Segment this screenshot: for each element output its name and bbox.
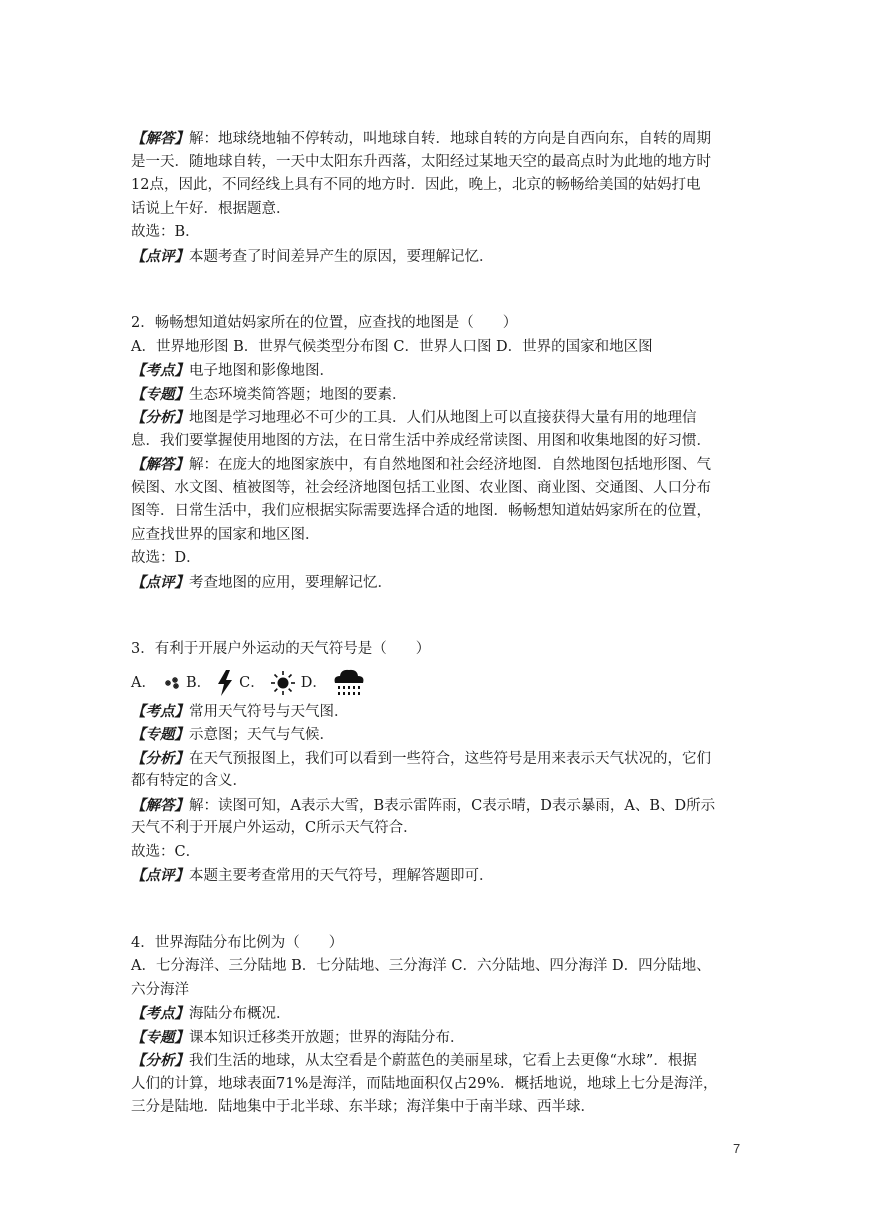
q2-zhuanti — [131, 383, 741, 407]
q1-answer-line: 12点，因此，不同经线上具有不同的地方时．因此，晚上，北京的畅畅给美国的姑妈打电 — [131, 177, 701, 193]
document-body — [131, 127, 741, 1120]
q3-options — [131, 666, 741, 700]
q1-answer-line: 是一天．随地球自转，一天中太阳东升西落，太阳经过某地天空的最高点时为此地的地方时 — [131, 153, 711, 170]
comment-label: 【点评】 — [131, 247, 189, 265]
q4-options-line: 六分海洋 — [131, 981, 189, 998]
thunderstorm-icon — [215, 669, 235, 697]
comment-text: 考查地图的应用，要理解记忆． — [189, 574, 392, 591]
q3-answer-line — [131, 794, 741, 818]
q4-options-line: A．七分海洋、三分陆地 B．七分陆地、三分海洋 C．六分陆地、四分海洋 D．四分陆地、 — [131, 958, 711, 974]
q4-kaodian — [131, 1002, 741, 1026]
q2-comment — [131, 571, 741, 595]
q3-answer-line: 天气不利于开展户外运动，C所示天气符合． — [131, 820, 418, 836]
zhuanti-text: 示意图；天气与气候． — [189, 727, 334, 743]
kaodian-text: 电子地图和影像地图． — [189, 363, 334, 379]
fenxi-text: 在天气预报图上，我们可以看到一些符合，这些符号是用来表示天气状况的，它们 — [189, 750, 711, 767]
heavy-snow-icon — [160, 674, 182, 692]
answer-text: 解：地球绕地轴不停转动，叫地球自转．地球自转的方向是自西向东，自转的周期 — [189, 131, 711, 147]
answer-label: 【解答】 — [131, 796, 189, 814]
q1-answer-line — [131, 127, 741, 151]
q3-comment — [131, 864, 741, 888]
option-d-label: D． — [300, 674, 327, 691]
fenxi-text: 我们生活的地球，从太空看是个蔚蓝色的美丽星球，它看上去更像“水球”．根据 — [189, 1053, 697, 1069]
zhuanti-label: 【专题】 — [131, 385, 189, 403]
q4-fenxi-line: 三分是陆地．陆地集中于北半球、东半球；海洋集中于南半球、西半球． — [131, 1099, 595, 1115]
q3-choice: 故选：C． — [131, 843, 201, 860]
answer-text: 解：在庞大的地图家族中，有自然地图和社会经济地图．自然地图包括地形图、气 — [189, 457, 711, 473]
zhuanti-label: 【专题】 — [131, 726, 189, 743]
kaodian-text: 海陆分布概况． — [189, 1006, 291, 1022]
q4-fenxi-line — [131, 1049, 741, 1073]
q3-kaodian — [131, 700, 741, 724]
fenxi-label: 【分析】 — [131, 409, 189, 426]
q2-answer-line: 图等．日常生活中，我们应根据实际需要选择合适的地图．畅畅想知道姑妈家所在的位置， — [131, 503, 711, 519]
kaodian-label: 【考点】 — [131, 702, 189, 720]
rainstorm-icon — [331, 667, 367, 699]
kaodian-text: 常用天气符号与天气图． — [189, 703, 349, 720]
q3-fenxi-line — [131, 747, 741, 771]
q2-choice: 故选：D． — [131, 550, 201, 566]
zhuanti-label: 【专题】 — [131, 1028, 189, 1046]
fenxi-label: 【分析】 — [131, 749, 189, 767]
zhuanti-text: 课本知识迁移类开放题；世界的海陆分布． — [189, 1029, 465, 1046]
q2-answer-line — [131, 453, 741, 477]
q3-fenxi-line: 都有特定的含义． — [131, 773, 247, 789]
kaodian-label: 【考点】 — [131, 1005, 189, 1022]
q2-answer-line: 应查找世界的国家和地区图． — [131, 526, 320, 543]
answer-label: 【解答】 — [131, 456, 189, 473]
q2-answer-line: 候图、水文图、植被图等，社会经济地图包括工业图、农业图、商业图、交通图、人口分布 — [131, 479, 711, 496]
answer-label: 【解答】 — [131, 130, 189, 147]
q2-options: A．世界地形图 B．世界气候类型分布图 C．世界人口图 D．世界的国家和地区图 — [131, 338, 653, 355]
q3-zhuanti — [131, 723, 741, 747]
answer-text: 解：读图可知，A表示大雪，B表示雷阵雨，C表示晴，D表示暴雨，A、B、D所示 — [189, 797, 716, 814]
sunny-icon — [269, 669, 297, 697]
fenxi-label: 【分析】 — [131, 1052, 189, 1069]
q1-comment — [131, 245, 741, 269]
q2-kaodian — [131, 359, 741, 383]
q2-question: 2．畅畅想知道姑妈家所在的位置，应查找的地图是（ ） — [131, 315, 518, 331]
comment-text: 本题主要考查常用的天气符号，理解答题即可． — [189, 868, 494, 884]
q3-question: 3．有利于开展户外运动的天气符号是（ ） — [131, 641, 431, 657]
q4-fenxi-line: 人们的计算，地球表面71%是海洋，而陆地面积仅占29%．概括地说，地球上七分是海洋， — [131, 1075, 718, 1092]
zhuanti-text: 生态环境类简答题；地图的要素． — [189, 386, 407, 403]
comment-label: 【点评】 — [131, 867, 189, 884]
option-a-label: A． — [131, 674, 156, 691]
comment-label: 【点评】 — [131, 573, 189, 591]
q1-choice: 故选：B． — [131, 224, 200, 240]
q2-fenxi-line: 息．我们要掌握使用地图的方法，在日常生活中养成经常读图、用图和收集地图的好习惯． — [131, 432, 711, 449]
page-number: 7 — [733, 1141, 741, 1156]
option-b-label: B． — [185, 674, 212, 691]
q4-zhuanti — [131, 1026, 741, 1050]
q2-fenxi-line — [131, 406, 741, 430]
option-c-label: C． — [239, 674, 265, 691]
kaodian-label: 【考点】 — [131, 362, 189, 379]
q1-answer-line: 话说上午好．根据题意． — [131, 200, 291, 217]
fenxi-text: 地图是学习地理必不可少的工具．人们从地图上可以直接获得大量有用的地理信 — [189, 410, 697, 426]
q4-question: 4．世界海陆分布比例为（ ） — [131, 934, 344, 951]
comment-text: 本题考查了时间差异产生的原因，要理解记忆． — [189, 248, 494, 265]
